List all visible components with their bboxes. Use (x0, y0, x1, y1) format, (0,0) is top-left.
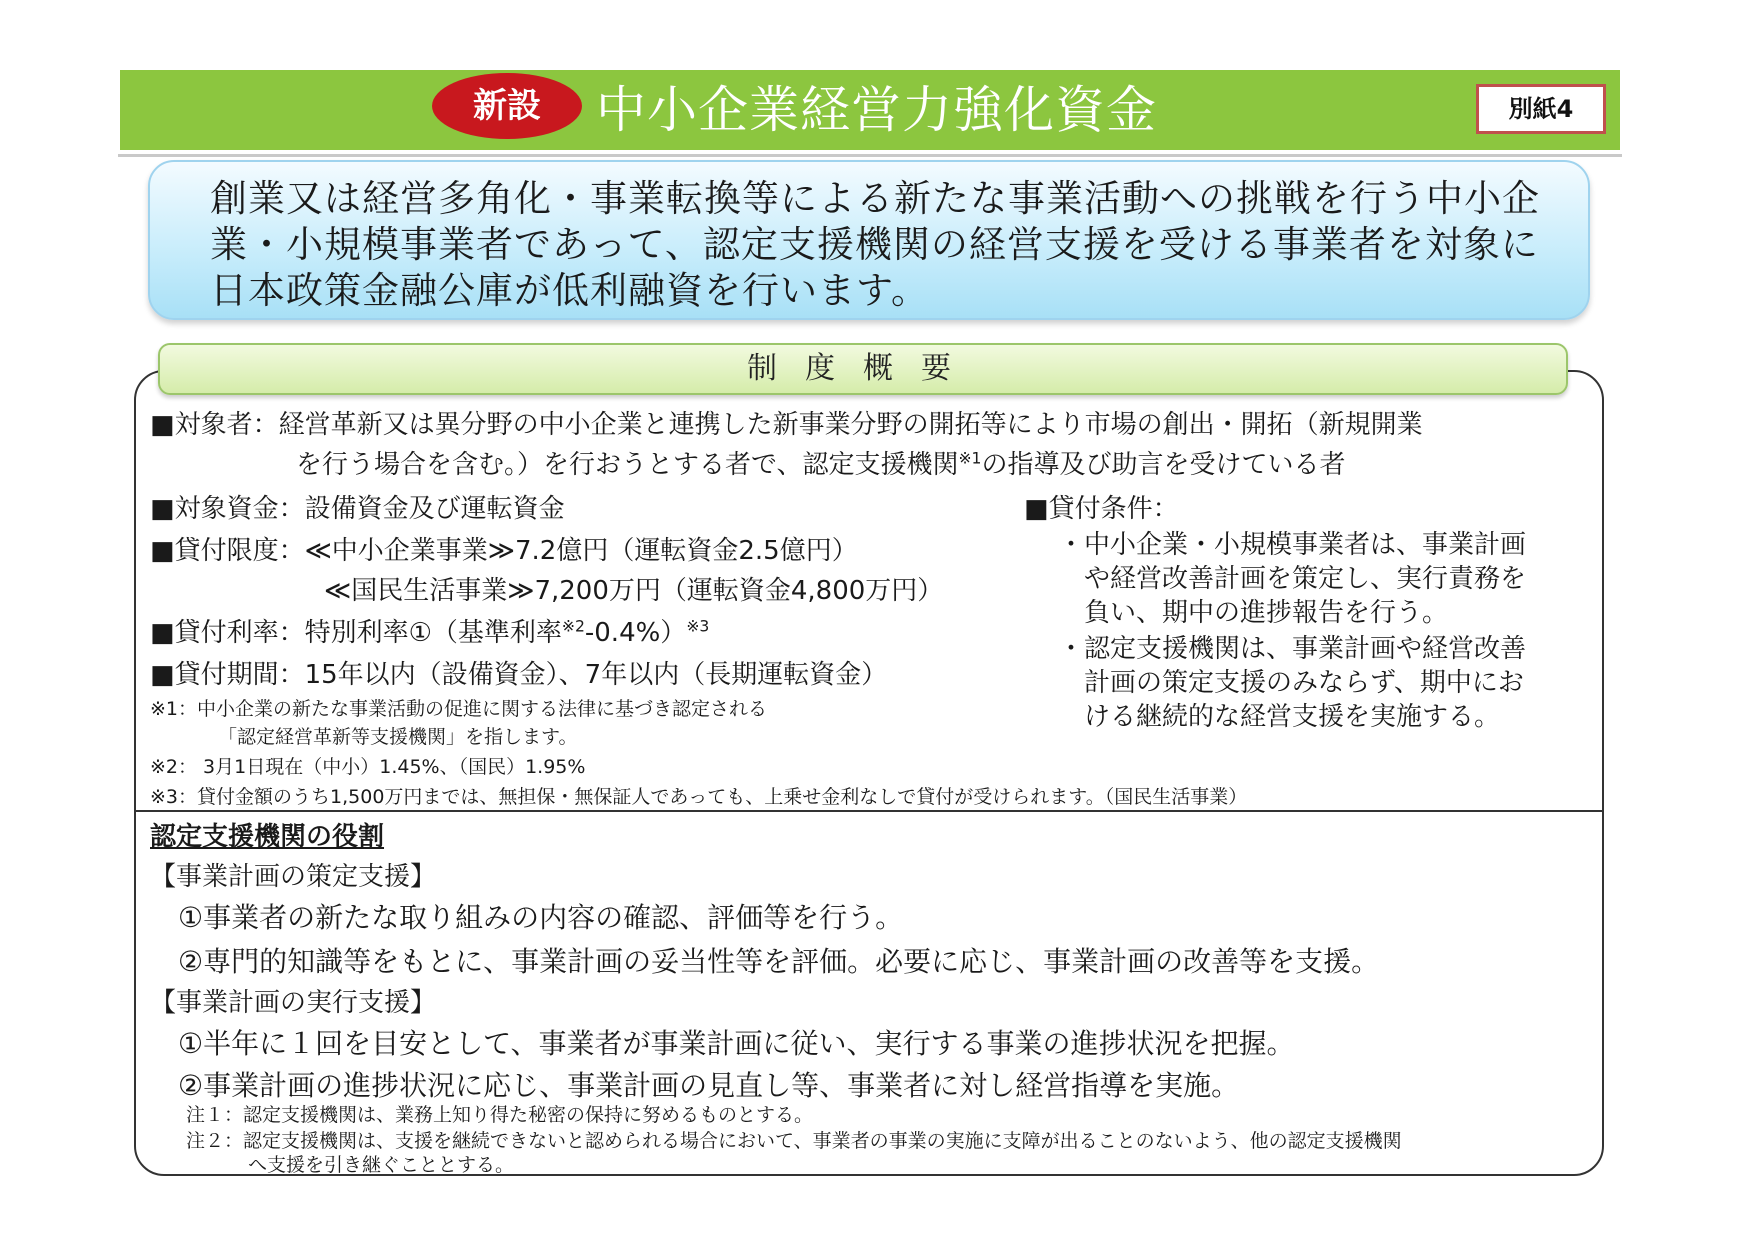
target-line-1: ■対象者：経営革新又は異分野の中小企業と連携した新事業分野の開拓等により市場の創出・開拓（新規開業 (150, 410, 1423, 440)
rate-line: ■貸付利率：特別利率①（基準利率$^{※2}$-0.4%）$^{※3}$ (150, 617, 710, 648)
funds-line: ■対象資金：設備資金及び運転資金 (150, 494, 565, 524)
attachment-label: 別紙4 (1476, 84, 1606, 134)
intro-line-2: 業・小規模事業者であって、認定支援機関の経営支援を受ける事業者を対象に (210, 223, 1539, 266)
footnote-ref-1: ※1 (958, 449, 982, 468)
intro-line-1: 創業又は経営多角化・事業転換等による新たな事業活動への挑戦を行う中小企 (210, 177, 1540, 220)
footnote-2: ※2： 3月1日現在（中小）1.45%、（国民）1.95% (150, 756, 586, 778)
conditions-line-2: や経営改善計画を策定し、実行責務を (1084, 564, 1527, 594)
planning-item-1: ①事業者の新たな取り組みの内容の確認、評価等を行う。 (178, 901, 904, 934)
new-badge: 新設 (432, 73, 582, 139)
conditions-line-4: ・認定支援機関は、事業計画や経営改善 (1058, 634, 1527, 664)
conditions-line-3: 負い、期中の進捗報告を行う。 (1084, 598, 1449, 628)
footnote-ref-3: ※3 (686, 617, 710, 636)
conditions-line-6: ける継続的な経営支援を実施する。 (1084, 702, 1501, 732)
planning-item-2: ②専門的知識等をもとに、事業計画の妥当性等を評価。必要に応じ、事業計画の改善等を支援。 (178, 945, 1380, 978)
period-line: ■貸付期間：15年以内（設備資金）、7年以内（長期運転資金） (150, 660, 888, 690)
execution-item-2: ②事業計画の進捗状況に応じ、事業計画の見直し等、事業者に対し経営指導を実施。 (178, 1069, 1240, 1102)
conditions-line-5: 計画の策定支援のみならず、期中にお (1084, 668, 1524, 698)
footnote-1-line-1: ※1：中小企業の新たな事業活動の促進に関する法律に基づき認定される (150, 698, 768, 720)
role-note-1: 注１：認定支援機関は、業務上知り得た秘密の保持に努めるものとする。 (186, 1104, 814, 1126)
section-divider (134, 810, 1604, 812)
title-underline (118, 154, 1622, 157)
footnote-3: ※3：貸付金額のうち1,500万円までは、無担保・無保証人であっても、上乗せ金利なしで貸付が受けられます。（国民生活事業） (150, 786, 1248, 808)
role-title: 認定支援機関の役割 (150, 822, 385, 852)
role-note-2-line-2: へ支援を引き継ぐこととする。 (248, 1154, 515, 1176)
conditions-title: ■貸付条件： (1024, 494, 1179, 524)
intro-box (148, 160, 1590, 320)
target-line-2: を行う場合を含む。）を行おうとする者で、認定支援機関$^{※1}$の指導及び助言を受けている者 (296, 449, 1346, 480)
intro-line-3: 日本政策金融公庫が低利融資を行います。 (210, 269, 930, 312)
summary-heading: 制度概要 (158, 343, 1568, 395)
limit-line-2: ≪国民生活事業≫7,200万円（運転資金4,800万円） (324, 576, 944, 606)
footnote-1-line-2: 「認定経営革新等支援機関」を指します。 (218, 726, 578, 748)
execution-title: 【事業計画の実行支援】 (150, 988, 437, 1018)
limit-line-1: ■貸付限度：≪中小企業事業≫7.2億円（運転資金2.5億円） (150, 536, 858, 566)
role-note-2-line-1: 注２：認定支援機関は、支援を継続できないと認められる場合において、事業者の事業の実施に支障が出ることのないよう、他の認定支援機関 (186, 1130, 1402, 1152)
execution-item-1: ①半年に１回を目安として、事業者が事業計画に従い、実行する事業の進捗状況を把握。 (178, 1027, 1295, 1060)
page-title: 中小企業経営力強化資金 (596, 81, 1157, 139)
intro-text (210, 176, 1570, 314)
conditions-line-1: ・中小企業・小規模事業者は、事業計画 (1058, 530, 1527, 560)
planning-title: 【事業計画の策定支援】 (150, 862, 437, 892)
footnote-ref-2: ※2 (561, 617, 585, 636)
